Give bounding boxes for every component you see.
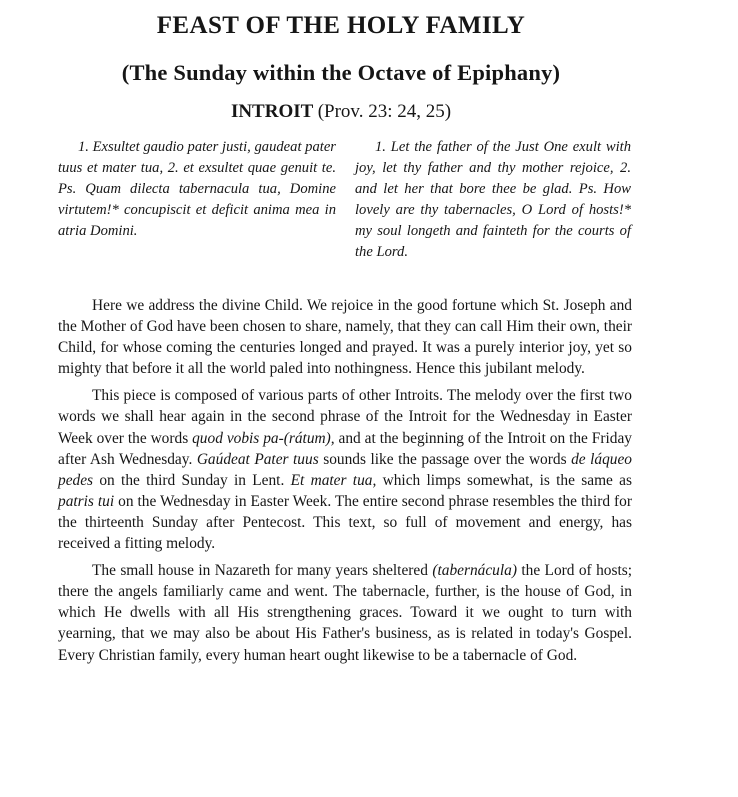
commentary-body (58, 295, 632, 672)
page-title: FEAST OF THE HOLY FAMILY (156, 12, 526, 39)
section-label: INTROIT (230, 101, 313, 122)
page-subtitle: (The Sunday within the Octave of Epiphany) (121, 60, 561, 85)
paragraph-2: This piece is composed of various parts of other Introits. The melody over the first two words we shall hear again in the second phrase of the Introit for the Wednesday in Easter Week over the words quod vobis pa-(rátum), and at the beginning of the Introit on the Friday after Ash Wednesday. Gaúdeat Pater tuus sounds like the passage over the words de láqueo pedes on the third Sunday in Lent. Et mater tua, which limps somewhat, is the same as patris tui on the Wednesday in Easter Week. The entire second phrase resembles the third for the thirteenth Sunday after Pentecost. This text, so full of movement and energy, has received a fitting melody. (58, 387, 633, 553)
english-column: 1. Let the father of the Just One exult with joy, let thy father and thy mother rejoice, 2. and let her that bore thee be glad. Ps. How lovely are thy tabernacles, O Lord of hosts!* my soul longeth and fainteth for the courts of the Lord. (355, 139, 631, 260)
paragraph-1: Here we address the divine Child. We rejoice in the good fortune which St. Joseph and the Mother of God have been chosen to share, namely, that they can call Him their own, their Child, for whose coming the centuries longed and prayed. It was a purely interior joy, yet so mighty that before it all the world paled into nothingness. Hence this jubilant melody. (58, 297, 632, 378)
latin-column: 1. Exsultet gaudio pater justi, gaudeat pater tuus et mater tua, 2. et exsultet quae genuit te. Ps. Quam dilecta tabernacula tua, Domine virtutem!* concupiscit et deficit anima mea in atria Domini. (58, 139, 336, 239)
section-reference: (Prov. 23: 24, 25) (317, 101, 452, 122)
section-heading (0, 101, 682, 123)
paragraph-3: The small house in Nazareth for many years sheltered (tabernácula) the Lord of hosts; there the angels familiarly came and went. The tabernacle, further, is the house of God, in which He dwells with all His strengthening graces. Toward it we ought to turn with yearning, that we may also be about His Father's business, as is related in today's Gospel. Every Christian family, every human heart ought likewise to be a tabernacle of God. (58, 562, 632, 664)
